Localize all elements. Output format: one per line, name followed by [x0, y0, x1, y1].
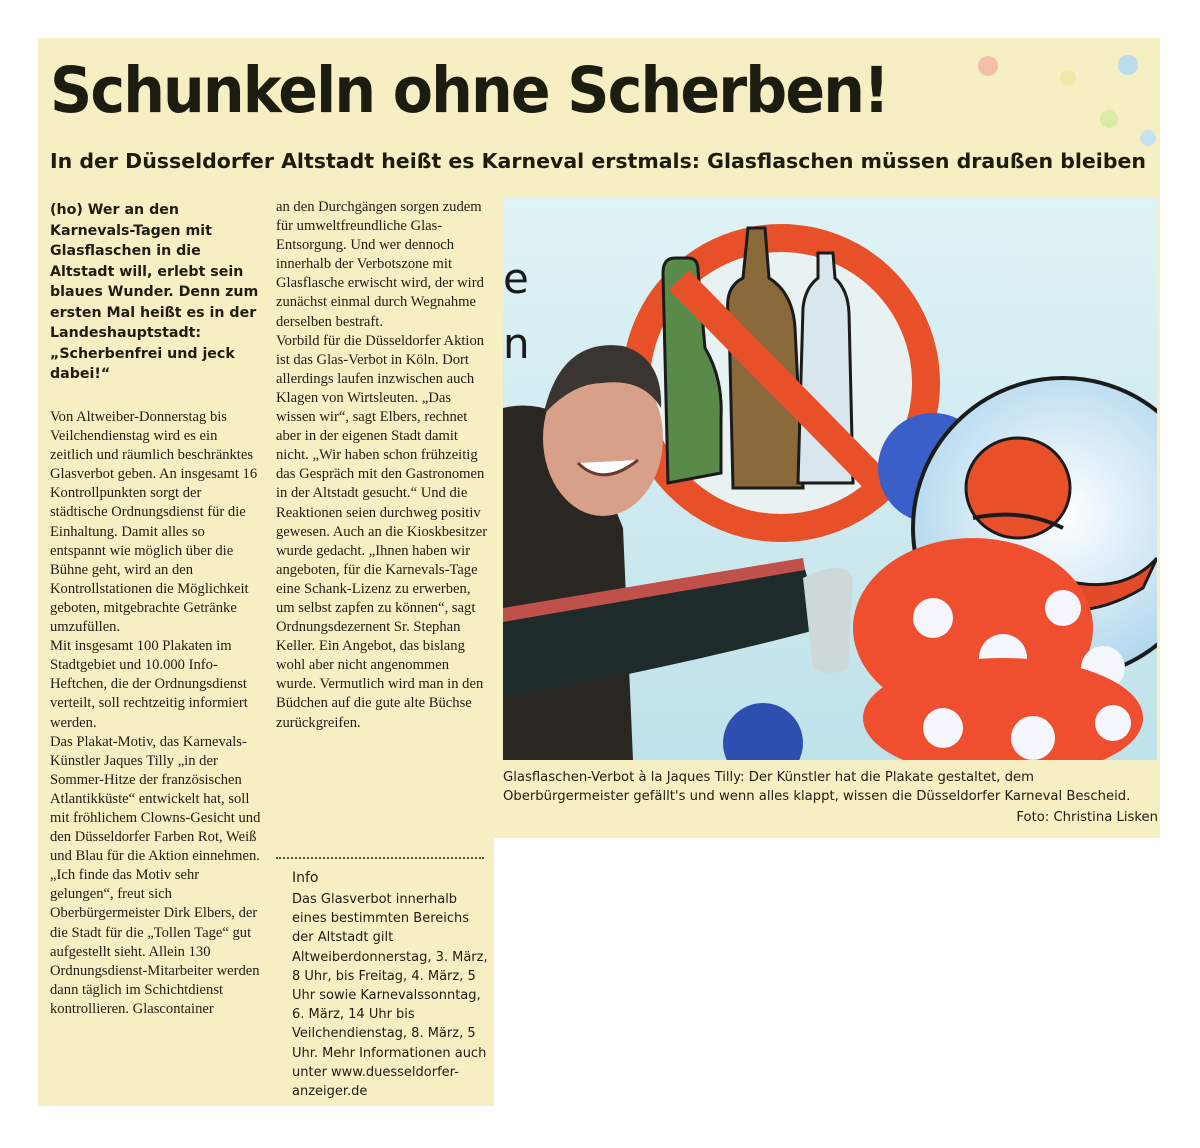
article-photo	[503, 198, 1157, 760]
decorative-dot	[978, 56, 998, 76]
body-paragraph: Von Altweiber-Donnerstag bis Veilchendienstag wird es ein zeitlich und räumlich beschränktes Glasverbot geben. An insgesamt 16 Kontrollpunkten sorgt der städtische Ordnungsdienst für die Einhaltung. Damit alles so entspannt wie möglich über die Bühne geht, wird an den Kontrollstationen die Möglichkeit geboten, mitgebrachte Getränke umzufüllen.	[50, 409, 258, 636]
photo-caption: Glasflaschen-Verbot à la Jaques Tilly: Der Künstler hat die Plakate gestaltet, dem Oberbürgermeister gefällt's und wenn alles klappt, wissen die Düsseldorfer Karneval Bescheid.	[503, 770, 1131, 804]
body-paragraph: Vorbild für die Düsseldorfer Aktion ist das Glas-Verbot in Köln. Dort allerdings laufen inzwischen auch Klagen von Wirtsleuten. „Das wissen wir“, sagt Elbers, rechnet aber in der eigenen Stadt damit nicht. „Wir haben schon frühzeitig das Gespräch mit den Gastronomen in der Altstadt gesucht.“ Und die Reaktionen seien durchweg positiv gewesen. Auch an die Kioskbesitzer wurde gedacht. „Ihnen haben wir angeboten, für die Karnevals-Tage eine Schank-Lizenz zu erwerben, um selbst zapfen zu können“, sagt Ordnungsdezernent Sr. Stephan Keller. Ein Angebot, das bislang wohl aber nicht angenommen wurde. Vermutlich wird man in den Büdchen auf die gute alte Büchse zurückgreifen.	[276, 332, 488, 731]
subheadline: In der Düsseldorfer Altstadt heißt es Karneval erstmals: Glasflaschen müssen draußen bleiben	[50, 149, 1146, 173]
poster-letter: e	[503, 254, 529, 303]
article-column-2	[276, 198, 488, 733]
decorative-dot	[1100, 110, 1118, 128]
body-paragraph: an den Durchgängen sorgen zudem für umweltfreundliche Glas-Entsorgung. Und wer dennoch innerhalb der Verbotszone mit Glasflasche erwischt wird, der wird zunächst einmal durch Wegnahme derselben bestraft.	[276, 199, 484, 330]
poster-letter: n	[503, 319, 530, 368]
decorative-dot	[1060, 70, 1076, 86]
infobox-title: Info	[292, 870, 319, 886]
poster-photo-illustration	[503, 198, 1157, 760]
article-column-1	[50, 408, 262, 1019]
headline: Schunkeln ohne Scherben!	[50, 54, 888, 127]
infobox-text: Das Glasverbot innerhalb eines bestimmten Bereichs der Altstadt gilt Altweiberdonnerstag, 3. März, 8 Uhr, bis Freitag, 4. März, 5 Uhr sowie Karnevalssonntag, 6. März, 14 Uhr bis Veilchendienstag, 8. März, 5 Uhr. Mehr Informationen auch unter www.duesseldorfer-anzeiger.de	[292, 892, 488, 1100]
infobox-divider	[276, 857, 484, 859]
decorative-dot	[1140, 130, 1156, 146]
decorative-dot	[1118, 55, 1138, 75]
photo-credit: Foto: Christina Lisken	[1016, 810, 1158, 825]
body-paragraph: Mit insgesamt 100 Plakaten im Stadtgebiet und 10.000 Info-Heftchen, die der Ordnungsdienst verteilt, soll rechtzeitig informiert werden.	[50, 638, 248, 731]
lead-paragraph: (ho) Wer an den Karnevals-Tagen mit Glasflaschen in die Altstadt will, erlebt sein blaues Wunder. Denn zum ersten Mal heißt es in der Landeshauptstadt: „Scherbenfrei und jeck dabei!“	[50, 202, 259, 382]
body-paragraph: Das Plakat-Motiv, das Karnevals-Künstler Jaques Tilly „in der Sommer-Hitze der französischen Atlantikküste“ entwickelt hat, soll mit fröhlichem Clowns-Gesicht und den Düsseldorfer Farben Rot, Weiß und Blau für die Aktion einnehmen. „Ich finde das Motiv sehr gelungen“, freut sich Oberbürgermeister Dirk Elbers, der die Stadt für die „Tollen Tage“ gut aufgestellt sieht. Allein 130 Ordnungsdienst-Mitarbeiter werden dann täglich im Schichtdienst kontrollieren. Glascontainer	[50, 733, 261, 1017]
